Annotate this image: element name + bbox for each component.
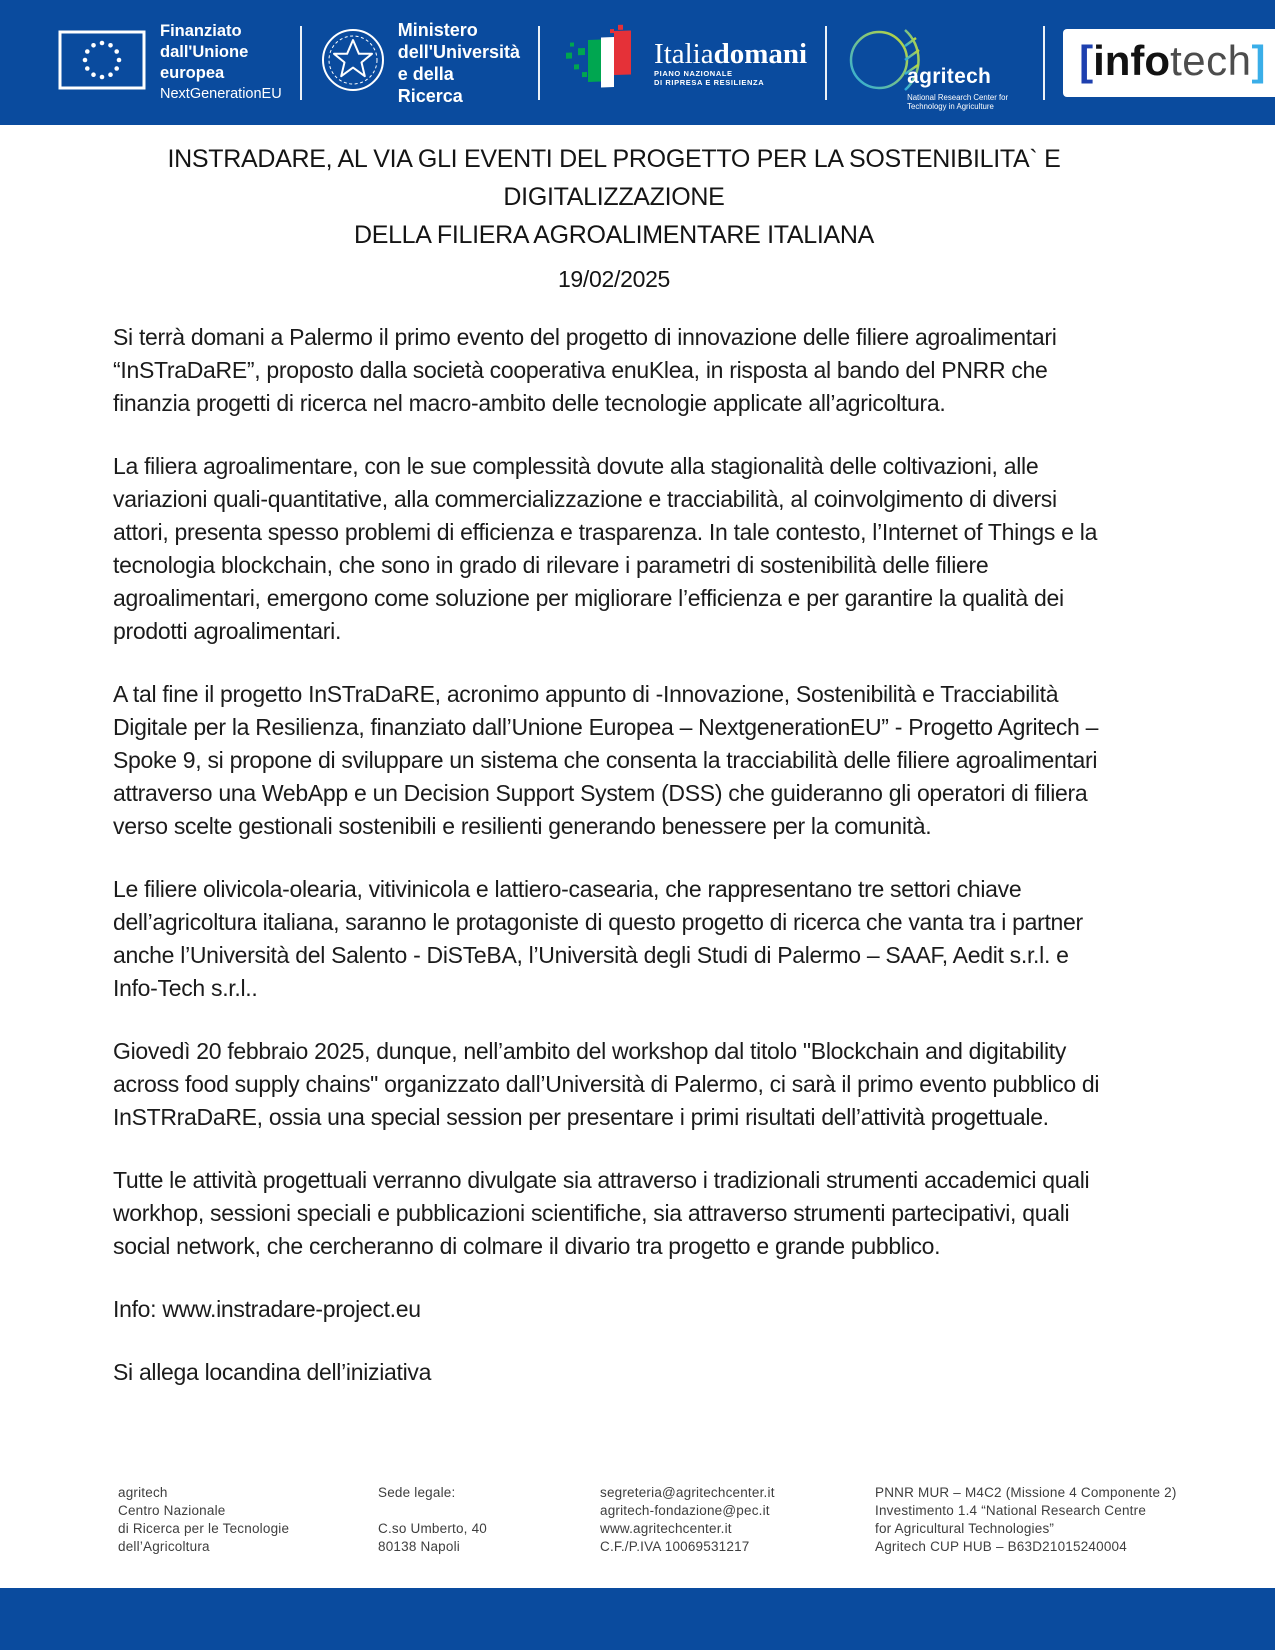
footer-line: Investimento 1.4 “National Research Centre: [875, 1503, 1147, 1518]
eu-flag-icon: [58, 30, 146, 95]
italy-emblem-icon: [320, 27, 386, 98]
italia-domani-subtitle: PIANO NAZIONALE DI RIPRESA E RESILIENZA: [654, 68, 765, 87]
ministero-line1: Ministero: [397, 19, 478, 40]
infotech-word-bold: info: [1093, 36, 1171, 84]
footer-line: C.so Umberto, 40: [378, 1521, 487, 1536]
press-release-body: [113, 140, 1115, 1389]
footer-line: C.F./P.IVA 10069531217: [600, 1539, 750, 1554]
title-line-1: INSTRADARE, AL VIA GLI EVENTI DEL PROGETTO PER LA SOSTENIBILITA` E DIGITALIZZAZIONE: [167, 145, 1061, 211]
paragraphs: [113, 321, 1115, 1389]
bottom-blue-band: [0, 1588, 1275, 1650]
paragraph: Giovedì 20 febbraio 2025, dunque, nell’ambito del workshop dal titolo "Blockchain and digitability across food supply chains" organizzato dall’Università di Palermo, ci sarà il primo evento pubblico di InSTRraDaRE, ossia una special session per presentare i primi risultati dell’attività progettuale.: [113, 1038, 1100, 1130]
footer-line: dell’Agricoltura: [118, 1539, 210, 1554]
italia-domani-title: Italiadomani: [654, 37, 808, 70]
date: 19/02/2025: [557, 266, 671, 292]
infotech-open-bracket: [: [1079, 36, 1094, 84]
eu-funding-label: [160, 21, 282, 105]
footer-line: agritech-fondazione@pec.it: [600, 1503, 770, 1518]
ministero-line2: dell'Università: [397, 41, 521, 62]
logo-agritech: [845, 13, 1025, 113]
paragraph: Le filiere olivicola-olearia, vitivinicola e lattiero-casearia, che rappresentano tre settori chiave dell’agricoltura italiana, saranno le protagoniste di questo progetto di ricerca che vanta tra i partner anche l’Università del Salento - DiSTeBA, l’Università degli Studi di Palermo – SAAF, Aedit s.r.l. e Info-Tech s.r.l..: [113, 876, 1083, 1001]
footer-line: for Agricultural Technologies”: [875, 1521, 1055, 1536]
logo-ministero: [320, 19, 520, 107]
logo-italiadomani: [558, 23, 807, 102]
paragraph: A tal fine il progetto InSTraDaRE, acronimo appunto di -Innovazione, Sostenibilità e Tracciabilità Digitale per la Resilienza, finanziato dall’Unione Europea – NextgenerationEU” - Progetto Agritech – Spoke 9, si propone di sviluppare un sistema che consenta la tracciabilità delle filiere agroalimentari attraverso una WebApp e un Decision Support System (DSS) che guideranno gli operatori di filiera verso scelte gestionali sostenibili e resilienti generando benessere per la comunità.: [113, 681, 1099, 839]
ministero-line3: e della Ricerca: [397, 63, 463, 106]
logo-infotech: [1063, 29, 1275, 97]
logo-eu-funding: [58, 21, 282, 105]
eu-funding-line1: Finanziato: [160, 21, 242, 40]
paragraph: Si terrà domani a Palermo il primo evento del progetto di innovazione delle filiere agroalimentari “InSTraDaRE”, proposto dalla società cooperativa enuKlea, in risposta al bando del PNRR che finanzia progetti di ricerca nel macro-ambito delle tecnologie applicate all’agricoltura.: [113, 324, 1057, 416]
title-line-2: DELLA FILIERA AGROALIMENTARE ITALIANA: [353, 221, 875, 249]
header-divider: [300, 26, 302, 100]
footer-col-sede-legale: [378, 1484, 578, 1556]
infotech-word-light: tech: [1170, 36, 1252, 84]
footer: [0, 1484, 1275, 1574]
footer-line: PNNR MUR – M4C2 (Missione 4 Componente 2): [875, 1485, 1177, 1500]
footer-line: Agritech CUP HUB – B63D21015240004: [875, 1539, 1127, 1554]
footer-col-pnrr: [875, 1484, 1265, 1556]
footer-line: agritech: [118, 1485, 168, 1500]
paragraph: Si allega locandina dell’iniziativa: [113, 1359, 432, 1385]
eu-funding-line3: NextGenerationEU: [160, 85, 282, 102]
header-logo-band: [0, 0, 1275, 125]
agritech-subtitle: National Research Center for Technology in Agriculture: [907, 92, 1009, 111]
paragraph: Tutte le attività progettuali verranno divulgate sia attraverso i tradizionali strumenti accademici quali workhop, sessioni speciali e pubblicazioni scientifiche, sia attraverso strumenti partecipativi, quali social network, che cercheranno di colmare il divario tra progetto e grande pubblico.: [113, 1167, 1090, 1259]
footer-line: di Ricerca per le Tecnologie: [118, 1521, 290, 1536]
ministero-label: [398, 19, 520, 107]
footer-line: [378, 1502, 578, 1520]
paragraph: Info: www.instradare-project.eu: [113, 1296, 421, 1322]
footer-line: segreteria@agritechcenter.it: [600, 1485, 775, 1500]
footer-line: www.agritechcenter.it: [600, 1521, 732, 1536]
footer-col-agritech: [118, 1484, 368, 1556]
footer-col-contacts: [600, 1484, 860, 1556]
paragraph: La filiera agroalimentare, con le sue complessità dovute alla stagionalità delle coltivazioni, alle variazioni quali-quantitative, alla commercializzazione e tracciabilità, al coinvolgimento di diversi attori, presenta spesso problemi di efficienza e trasparenza. In tale contesto, l’Internet of Things e la tecnologia blockchain, che sono in grado di rilevare i parametri di sostenibilità delle filiere agroalimentari, emergono come soluzione per migliorare l’efficienza e per garantire la qualità dei prodotti agroalimentari.: [113, 453, 1098, 644]
footer-line: 80138 Napoli: [378, 1539, 460, 1554]
page-title: [113, 140, 1115, 254]
italia-domani-label: [654, 39, 807, 87]
agritech-name: agritech: [907, 64, 992, 88]
eu-funding-line2: dall'Unione europea: [160, 42, 249, 82]
header-divider: [538, 26, 540, 100]
header-divider: [1043, 26, 1045, 100]
italia-domani-flag-icon: [558, 23, 644, 102]
footer-line: Sede legale:: [378, 1485, 456, 1500]
header-divider: [825, 26, 827, 100]
footer-line: Centro Nazionale: [118, 1503, 226, 1518]
infotech-close-bracket: ]: [1251, 36, 1266, 84]
